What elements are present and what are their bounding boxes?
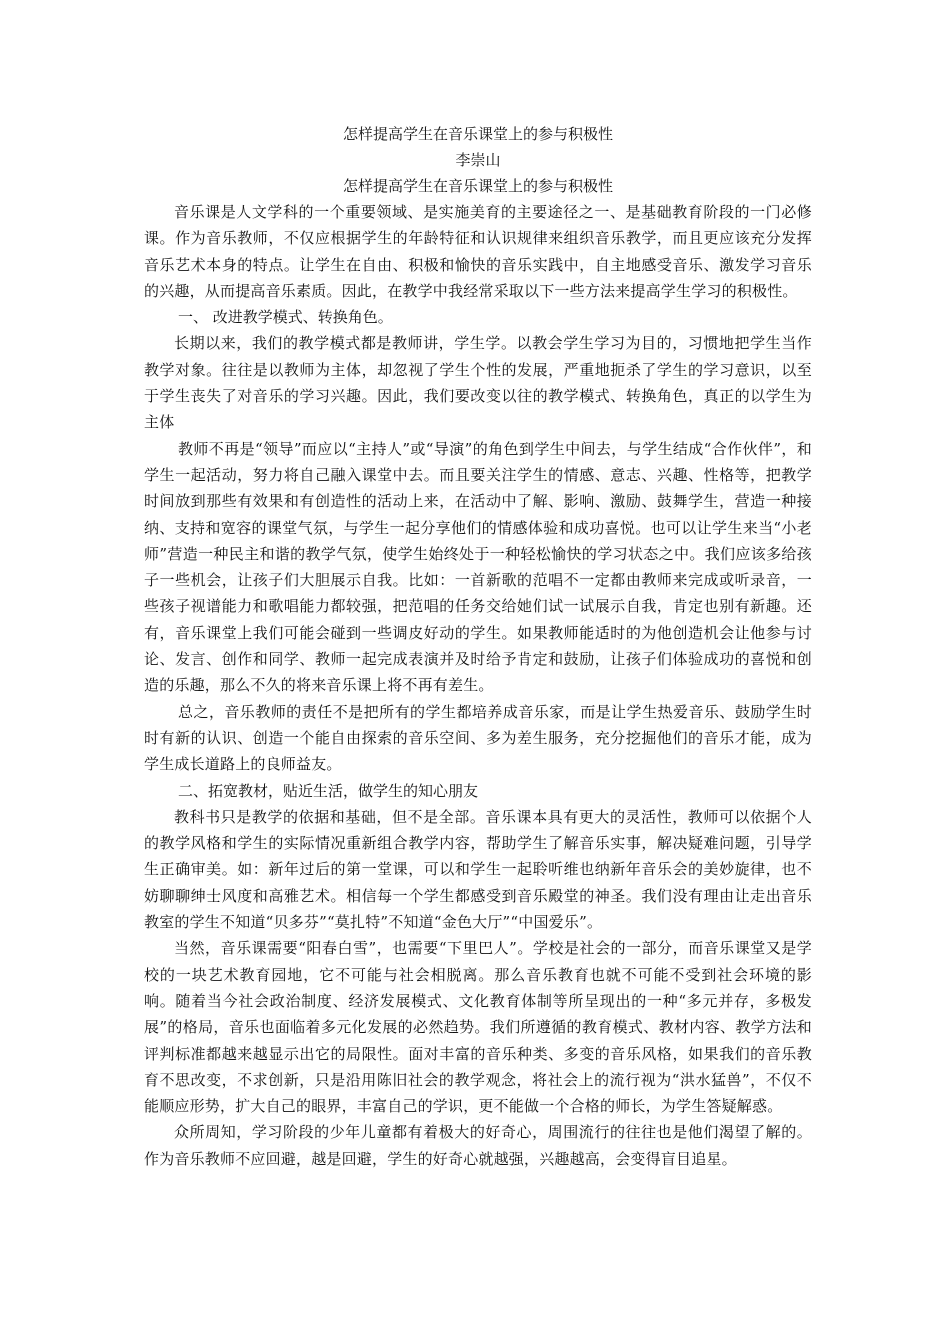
- paragraph-3: 总之，音乐教师的责任不是把所有的学生都培养成音乐家，而是让学生热爱音乐、鼓励学生时时有新的认识、创造一个能自由探索的音乐空间、多为差生服务，充分挖掘他们的音乐才能，成为学生成长道路上的良师益友。: [144, 702, 812, 774]
- document-page: [144, 121, 812, 1172]
- document-author: 李崇山: [455, 151, 501, 169]
- paragraph-5: 当然，音乐课需要“阳春白雪”，也需要“下里巴人”。学校是社会的一部分，而音乐课堂又是学校的一块艺术教育园地，它不可能与社会相脱离。那么音乐教育也就不可能不受到社会环境的影响。随着当今社会政治制度、经济发展模式、文化教育体制等所呈现出的一种“多元并存，多极发展”的格局，音乐也面临着多元化发展的必然趋势。我们所遵循的教育模式、教材内容、教学方法和评判标准都越来越显示出它的局限性。面对丰富的音乐种类、多变的音乐风格，如果我们的音乐教育不思改变，不求创新，只是沿用陈旧社会的教学观念，将社会上的流行视为“洪水猛兽”，不仅不能顺应形势，扩大自己的眼界，丰富自己的学识，更不能做一个合格的师长，为学生答疑解惑。: [144, 939, 812, 1116]
- paragraph-1: 长期以来，我们的教学模式都是教师讲，学生学。以教会学生学习为目的，习惯地把学生当作教学对象。往往是以教师为主体，却忽视了学生个性的发展，严重地扼杀了学生的学习意识，以至于学生丧失了对音乐的学习兴趣。因此，我们要改变以往的教学模式、转换角色，真正的以学生为主体: [144, 334, 812, 432]
- section-heading-2: 二、拓宽教材，贴近生活，做学生的知心朋友: [178, 781, 479, 800]
- paragraph-4: 教科书只是教学的依据和基础，但不是全部。音乐课本具有更大的灵活性，教师可以依据个人的教学风格和学生的实际情况重新组合教学内容，帮助学生了解音乐实事，解决疑难问题，引导学生正确审美。如：新年过后的第一堂课，可以和学生一起聆听维也纳新年音乐会的美妙旋律，也不妨聊聊绅士风度和高雅艺术。相信每一个学生都感受到音乐殿堂的神圣。我们没有理由让走出音乐教室的学生不知道“贝多芬”“莫扎特”不知道“金色大厅”“中国爱乐”。: [144, 807, 812, 932]
- section-heading-1: 一、 改进教学模式、转换角色。: [178, 308, 393, 327]
- document-title: 怎样提高学生在音乐课堂上的参与积极性: [342, 125, 613, 143]
- document-subtitle: 怎样提高学生在音乐课堂上的参与积极性: [342, 177, 613, 195]
- paragraph-intro: 音乐课是人文学科的一个重要领域、是实施美育的主要途径之一、是基础教育阶段的一门必修课。作为音乐教师，不仅应根据学生的年龄特征和认识规律来组织音乐教学，而且更应该充分发挥音乐艺术本身的特点。让学生在自由、积极和愉快的音乐实践中，自主地感受音乐、激发学习音乐的兴趣，从而提高音乐素质。因此，在教学中我经常采取以下一些方法来提高学生学习的积极性。: [144, 203, 812, 300]
- paragraph-2: 教师不再是“领导”而应以“主持人”或“导演”的角色到学生中间去，与学生结成“合作伙伴”，和学生一起活动，努力将自己融入课堂中去。而且要关注学生的情感、意志、兴趣、性格等，把教学时间放到那些有效果和有创造性的活动上来，在活动中了解、影响、激励、鼓舞学生，营造一种接纳、支持和宽容的课堂气氛，与学生一起分享他们的情感体验和成功喜悦。也可以让学生来当“小老师”营造一种民主和谐的教学气氛，使学生始终处于一种轻松愉快的学习状态之中。我们应该多给孩子一些机会，让孩子们大胆展示自我。比如：一首新歌的范唱不一定都由教师来完成或听录音，一些孩子视谱能力和歌唱能力都较强，把范唱的任务交给她们试一试展示自我，肯定也别有新趣。还有，音乐课堂上我们可能会碰到一些调皮好动的学生。如果教师能适时的为他创造机会让他参与讨论、发言、创作和同学、教师一起完成表演并及时给予肯定和鼓励，让孩子们体验成功的喜悦和创造的乐趣，那么不久的将来音乐课上将不再有差生。: [144, 439, 812, 695]
- paragraph-6: 众所周知，学习阶段的少年儿童都有着极大的好奇心，周围流行的往往也是他们渴望了解的。作为音乐教师不应回避，越是回避，学生的好奇心就越强，兴趣越高，会变得盲目追星。: [144, 1123, 812, 1168]
